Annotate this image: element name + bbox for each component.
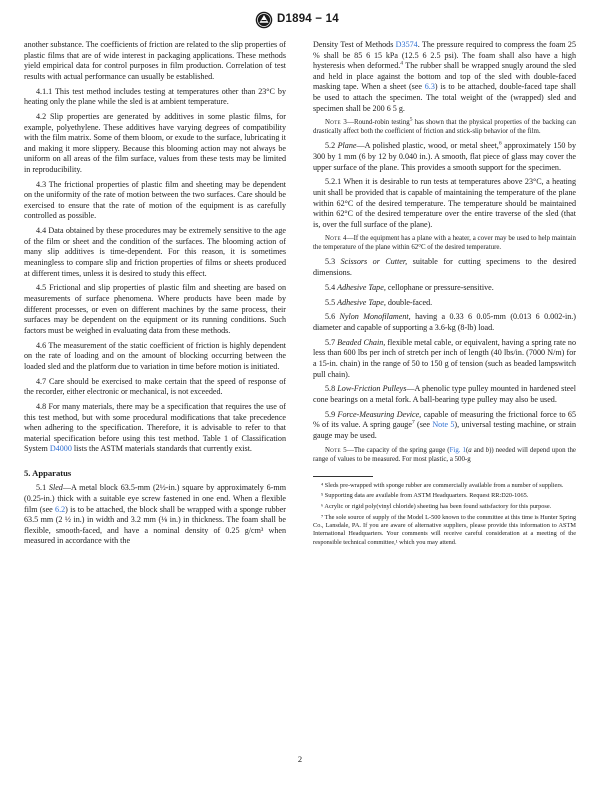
note-5 <box>313 446 576 464</box>
paragraph-4-2: 4.2 Slip properties are generated by additives in some plastic films, for example, polyethylene. These additives have varying degrees of compatibility with the film matrix. Some of them bloom, or exude to the surface, lubricating it and making it more slippery. Because this blooming action may not always be uniform on all areas of the film surface, values from these tests may be limited in reproducibility. <box>24 111 286 174</box>
text-run: having a 0.33 6 0.05-mm (0.013 6 0.002-in.) diameter and capable of supporting a 3.6-kg (8-lb) load. <box>313 312 577 332</box>
paragraph-5-2-1: 5.2.1 When it is desirable to run tests at temperatures above 23°C, a heating unit shall be provided that is capable of maintaining the temperature of the plane within 62°C of the desired temperature. The temperature should be maintained within 62°C of the desired temperature over the entire traverse of the sled (that is, over the full surface of the plane). <box>313 177 576 229</box>
paragraph-5-9 <box>313 410 576 442</box>
text-run: ), universal testing machine, or strain gauge may be used. <box>313 420 576 440</box>
footnote-ref[interactable]: 6 <box>498 140 502 147</box>
paragraph-4-5: 4.5 Frictional and slip properties of plastic film and sheeting are based on measurements of surface phenomena. Where products have been made by different processes, or even on different machines by the same process, their surfaces may be dependent on the equipment or its running conditions. Such factors must be weighed in evaluating data from these methods. <box>24 283 286 335</box>
text-run: 5.1 <box>36 483 49 493</box>
text-run: —A polished plastic, wood, or metal sheet, <box>356 141 499 151</box>
term: Adhesive Tape, <box>337 282 386 292</box>
footnote-divider <box>313 476 373 477</box>
link-fig-1[interactable]: Fig. 1 <box>449 446 466 454</box>
term: Scissors or Cutter, <box>340 257 408 267</box>
paragraph-5-3 <box>313 257 576 278</box>
text-run: The rubber shall be wrapped snugly around the sled and held in place against the bottom and top of the sled with double-faced masking tape. When a sheet (see <box>313 61 576 92</box>
paragraph-5-2 <box>313 141 576 173</box>
term: Adhesive Tape, <box>337 297 386 307</box>
astm-logo-icon <box>255 11 273 29</box>
paragraph-4-3: 4.3 The frictional properties of plastic film and sheeting may be dependent on the uniformity of the rate of motion between the two surfaces. Care should be exercised to ensure that the rate of motion of the equipment is as carefully controlled as possible. <box>24 179 286 221</box>
text-run: 5.5 <box>325 297 338 307</box>
right-column <box>313 40 576 549</box>
text-run: 5.4 <box>325 282 338 292</box>
paragraph-5-5 <box>313 298 576 309</box>
link-d3574[interactable]: D3574 <box>395 40 418 49</box>
footnote-6: ⁶ Acrylic or rigid poly(vinyl chloride) sheeting has been found satisfactory for this purpose. <box>321 503 552 511</box>
note-label: Note 3 <box>325 119 348 127</box>
footnote-7: ⁷ The sole source of supply of the Model L-500 known to the committee at this time is Hunter Spring Co., Lansdale, PA. If you are aware of alternative suppliers, please provide this information to ASTM International Headquarters. Your comments will receive careful consideration at a meeting of the responsible technical committee,¹ which you may attend. <box>313 514 576 546</box>
text-run: lists the ASTM materials standards that currently exist. <box>71 444 252 454</box>
text-run: double-faced. <box>385 297 433 307</box>
paragraph-4-6: 4.6 The measurement of the static coefficient of friction is highly dependent on the rate of loading and on the amount of blocking occurring between the loaded sled and the platform due to variation in time before motion is initiated. <box>24 340 286 371</box>
footnote-5: ⁵ Supporting data are available from ASTM Headquarters. Request RR:D20-1065. <box>321 492 529 500</box>
text-run: 5.6 <box>325 312 340 322</box>
link-6-2[interactable]: 6.2 <box>55 504 66 514</box>
text-run: —Round-robin testing <box>347 119 410 127</box>
footnote-ref[interactable]: 7 <box>411 419 415 426</box>
link-note-5[interactable]: Note 5 <box>432 420 455 430</box>
standard-designation: D1894 − 14 <box>277 13 339 25</box>
paragraph-4-8 <box>24 402 286 455</box>
text-run: Density Test of Methods <box>313 40 396 49</box>
paragraph-5-7 <box>313 338 576 380</box>
text-run: and <box>471 446 486 454</box>
page-number: 2 <box>297 754 303 764</box>
text-run: b <box>485 446 490 454</box>
left-column <box>24 40 286 551</box>
text-run: 5.2 <box>325 141 338 151</box>
paragraph-4-7: 4.7 Care should be exercised to make certain that the speed of response of the recorder, either electronic or mechanical, is not exceeded. <box>24 376 286 397</box>
term: Low-Friction Pulleys <box>337 384 407 394</box>
text-run: —The capacity of the spring gauge ( <box>346 446 450 454</box>
text-run: 5.9 <box>325 409 338 419</box>
term: Force-Measuring Device, <box>337 409 422 419</box>
text-run: (see <box>414 420 433 430</box>
text-run: 5.8 <box>325 384 338 394</box>
paragraph-continued: another substance. The coefficients of friction are related to the slip properties of plastic films that are of wide interest in packaging applications. These methods yield empirical data for control purposes in film production. Correlation of test results with actual performance can usually be established. <box>24 40 286 81</box>
text-run: cellophane or pressure-sensitive. <box>385 282 494 292</box>
text-run: —A metal block 63.5-mm (2½-in.) square by approximately 6-mm (0.25-in.) thick with a suitable eye screw fastened in one end. When a flexible film (see <box>24 483 286 514</box>
text-run: —A phenolic type pulley mounted in hardened steel cone bearings on a metal fork. A ball-bearing type pulley may also be used. <box>313 384 577 404</box>
link-6-3[interactable]: 6.3 <box>424 82 435 92</box>
text-run: flexible metal cable, or equivalent, having a spring rate no less than 600 lbs per inch of stretch per inch of length (40 lbs/in. (7000 N/m) for a 15-in. chain) in the range of 50 to 150 g of tension (such as beaded lampswitch pull chain). <box>313 337 576 379</box>
section-heading-apparatus: 5. Apparatus <box>24 467 72 478</box>
paragraph-5-6 <box>313 312 576 333</box>
term: Plane <box>337 141 357 151</box>
text-run: 4.8 For many materials, there may be a specification that requires the use of this test method, but with some procedural modifications that take precedence when adhering to the specification. Therefore, it is advisable to refer to that material specification before using this test method. Table 1 of Classification System <box>24 401 286 454</box>
footnote-ref[interactable]: 4 <box>400 60 404 67</box>
text-run: a <box>468 446 472 454</box>
term: Beaded Chain, <box>337 337 386 347</box>
term: Sled <box>48 483 63 493</box>
note-3 <box>313 118 576 136</box>
text-run: ) is to be attached, double-faced tape shall be used to attach the specimen. The total weight of the (wrapped) sled and specimen shall be 200 6 5 g. <box>313 82 577 113</box>
term: Nylon Monofilament, <box>339 312 411 322</box>
note-label: Note 5 <box>325 446 347 454</box>
paragraph-5-4 <box>313 283 576 294</box>
link-d4000[interactable]: D4000 <box>49 444 72 454</box>
paragraph-4-1-1: 4.1.1 This test method includes testing at temperatures other than 23°C by heating only the plane while the sled is at ambient temperature. <box>24 86 286 107</box>
text-run: )) needed will depend upon the range of values to be measured. For most plastic, a 500-g <box>313 446 576 463</box>
note-label: Note 4 <box>325 235 347 243</box>
text-run: has shown that the physical properties of the backing can drastically affect both the coefficient of friction and stick-slip behavior of the film. <box>313 119 576 136</box>
paragraph-5-8 <box>313 384 576 405</box>
note-4 <box>313 234 576 252</box>
text-run: 5.7 <box>325 337 338 347</box>
footnote-4: ⁴ Sleds pre-wrapped with sponge rubber are commercially available from a number of suppliers. <box>321 481 564 489</box>
text-run: suitable for cutting specimens to the desired dimensions. <box>313 257 577 278</box>
paragraph-5-1-continued <box>313 40 576 114</box>
footnote-ref[interactable]: 5 <box>409 117 413 124</box>
text-run: ( <box>465 446 469 454</box>
paragraph-5-1 <box>24 483 286 547</box>
page-header <box>0 10 600 30</box>
text-run: . The pressure required to compress the foam 25 % shall be 85 6 15 kPa (12.5 6 2.5 psi). The foam shall also have a high hysteresis when deformed. <box>313 40 576 71</box>
text-run: ) is to be attached, the block shall be wrapped with a sponge rubber 63.5 mm (2 ½ in.) in width and 3.2 mm (⅛ in.) in thickness. The foam shall be flexible, smooth-faced, and have a nominal density of 0.25 g/cm³ when measured in accordance with the <box>24 504 286 546</box>
text-run: approximately 150 by 300 by 1 mm (6 by 12 by 0.040 in.). A smooth, flat piece of glass may cover the upper surface of the plane. This provides a smooth support for the specimen. <box>313 141 577 172</box>
text-run: 5.3 <box>325 257 341 267</box>
text-run: —If the equipment has a plane with a heater, a cover may be used to help maintain the temperature of the plane within 62°C of the desired temperature. <box>313 235 576 252</box>
paragraph-4-4: 4.4 Data obtained by these procedures may be extremely sensitive to the age of the film or sheet and the condition of the surfaces. The blooming action of many slip additives is time-dependent. For this reason, it is sometimes meaningless to compare slip and friction properties of films or sheets produced at different times, unless it is desired to study this effect. <box>24 226 286 278</box>
text-run: capable of measuring the frictional force to 65 % of its value. A spring gauge <box>313 409 577 430</box>
